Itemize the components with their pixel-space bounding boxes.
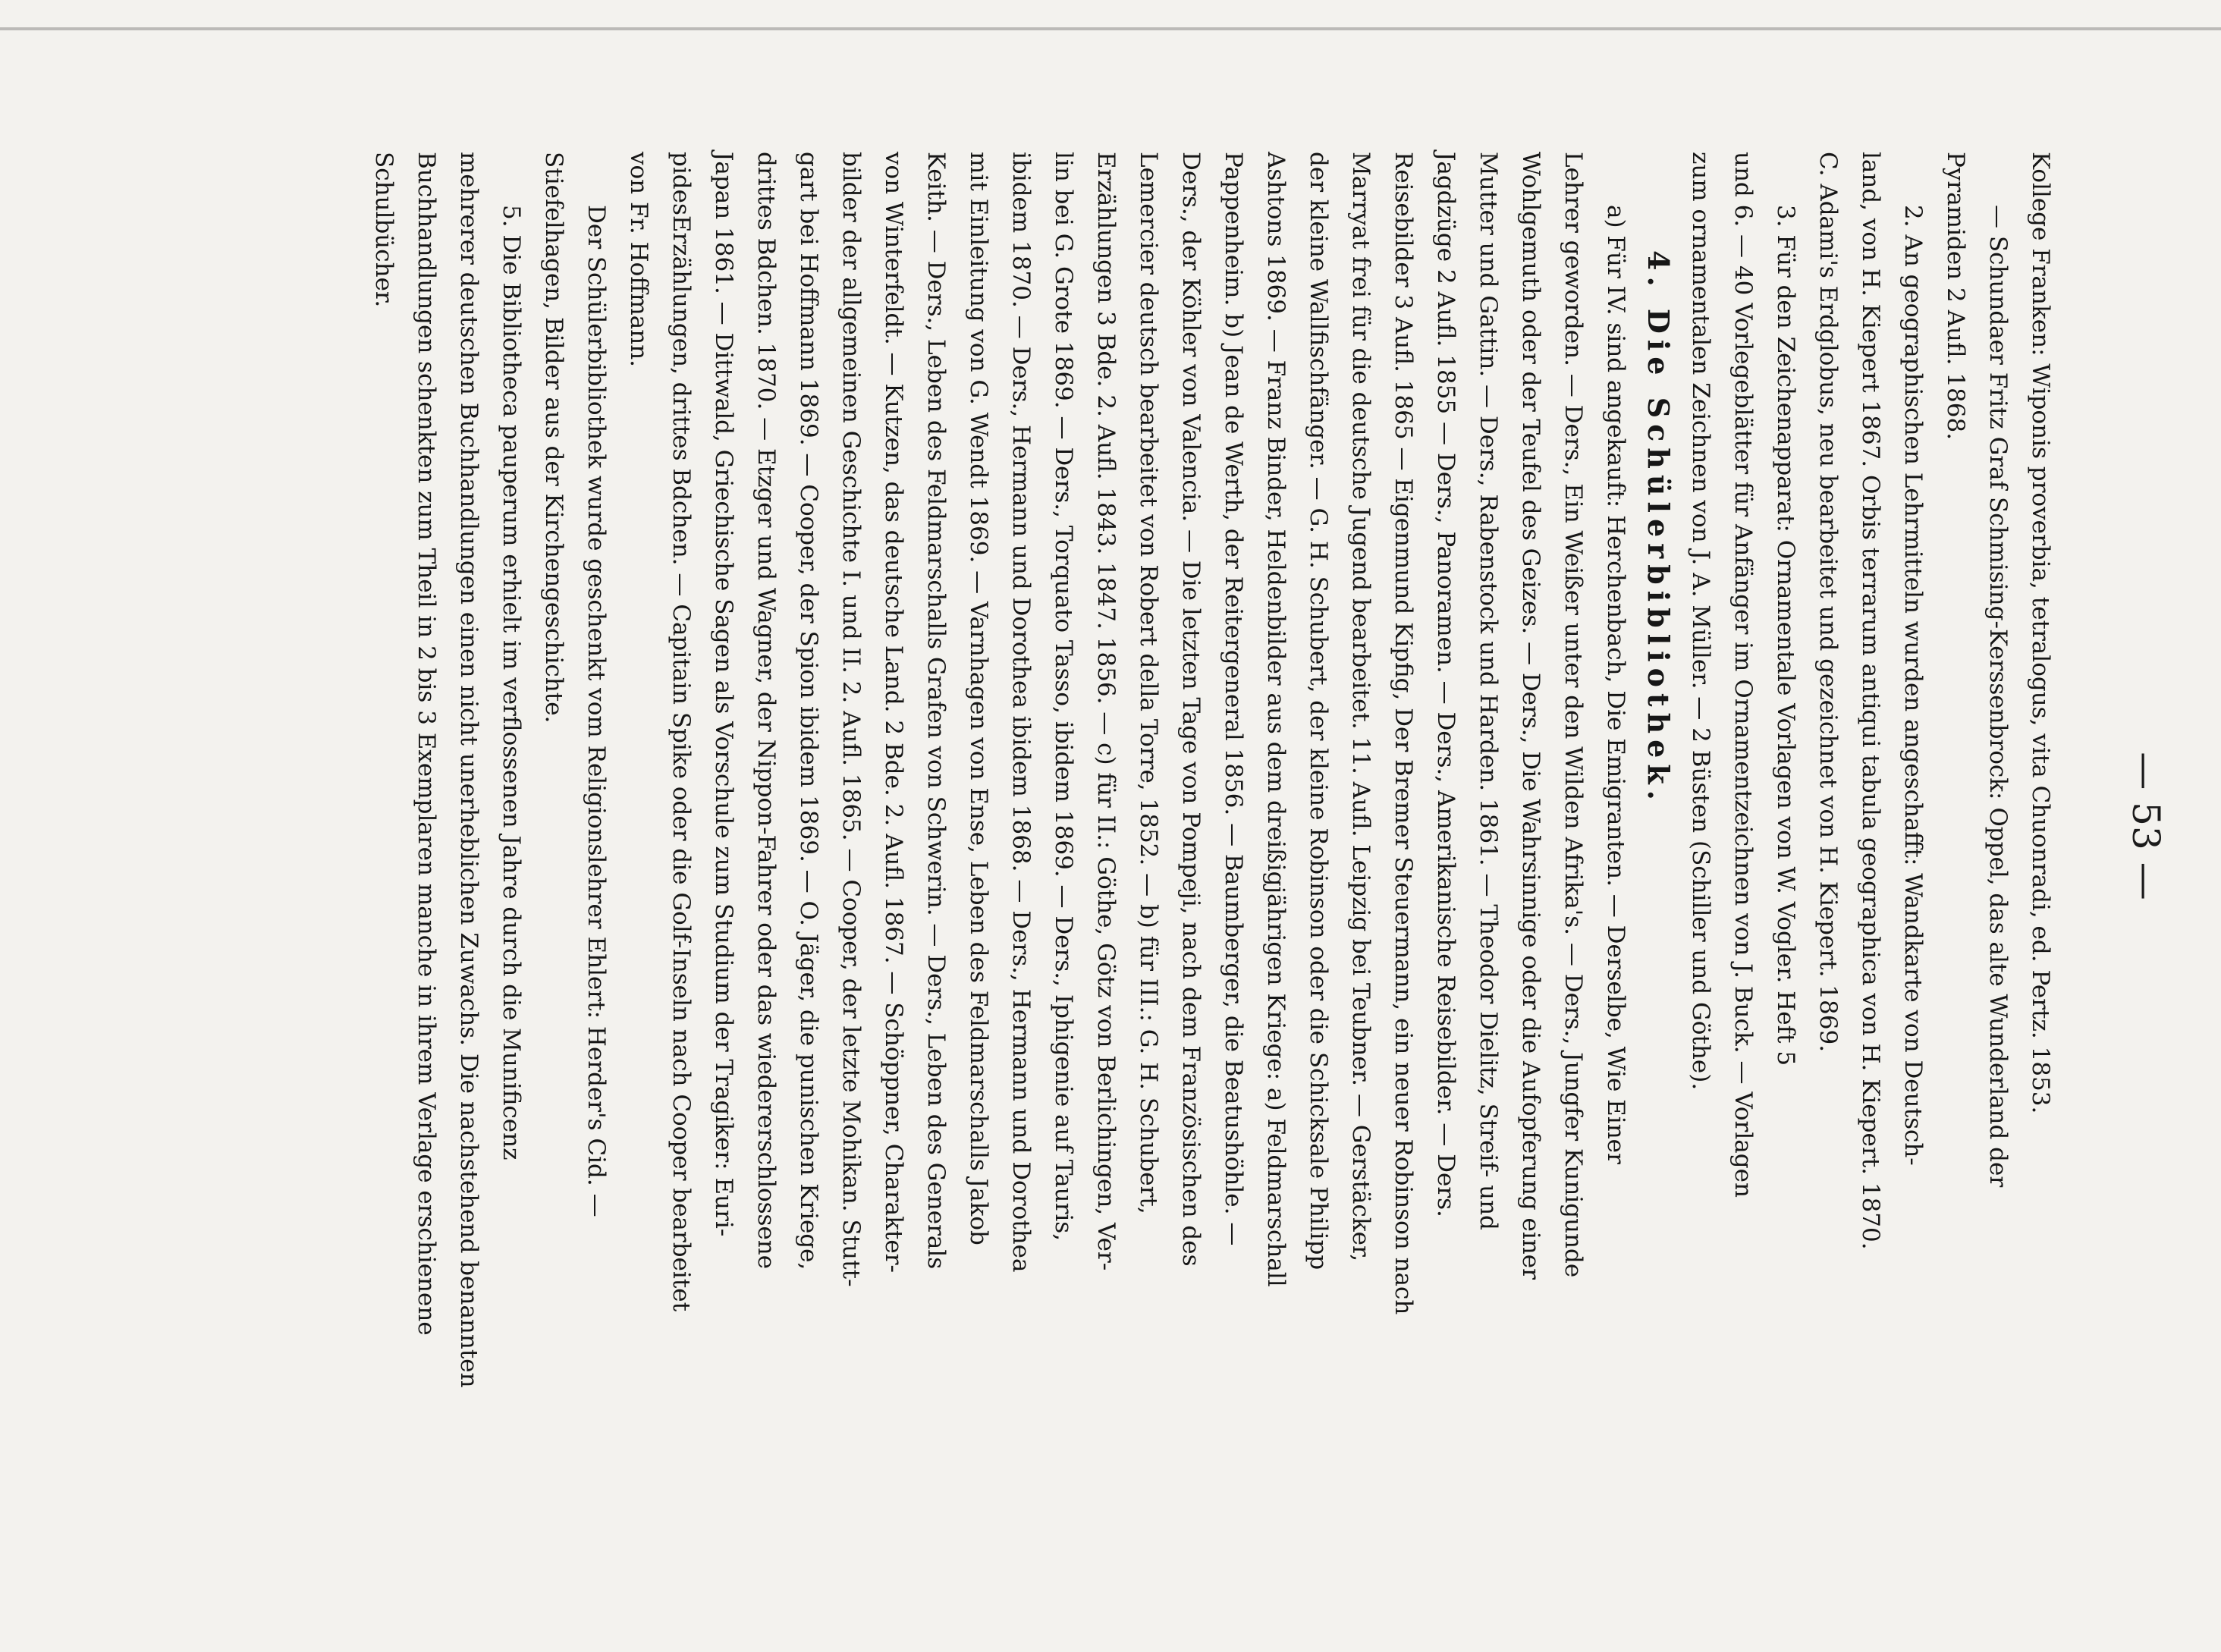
text-line: Mutter und Gattin. — Ders., Rabenstock und Harden. 1861. — Theodor Dielitz, Streif- und [1475,152,1502,1230]
text-line: von Winterfeldt. — Kutzen, das deutsche Land. 2 Bde. 2. Aufl. 1867. — Schöppner, Charakter- [880,152,907,1273]
text-line: zum ornamentalen Zeichnen von J. A. Müller. — 2 Büsten (Schiller und Göthe). [1687,152,1714,1091]
text-line: land, von H. Kiepert 1867. Orbis terrarum antiqui tabula geographica von H. Kiepert. 1870. [1857,152,1884,1250]
text-line: Stiefelhagen, Bilder aus der Kirchengeschichte. [540,152,567,724]
text-line: 5. Die Bibliotheca pauperum erhielt im verflossenen Jahre durch die Munificenz [498,205,525,1160]
text-line: von Fr. Hoffmann. [625,152,652,368]
text-line: 2. An geographischen Lehrmitteln wurden angeschafft: Wandkarte von Deutsch- [1899,205,1927,1166]
text-line: Kollege Franken: Wiponis proverbia, tetralogus, vita Chuonradi, ed. Pertz. 1853. [2027,152,2054,1114]
text-line: Marryat frei für die deutsche Jugend bearbeitet. 11. Aufl. Leipzig bei Teubner. — Gerstäcker, [1347,152,1374,1262]
text-line: Reisebilder 3 Aufl. 1865 — Eigenmund Kipfig, Der Bremer Steuermann, ein neuer Robinson nach [1390,152,1417,1315]
text-line: Pappenheim. b) Jean de Werth, der Reitergeneral 1856. — Baumberger, die Beatushöhle. — [1220,152,1247,1246]
text-line: Japan 1861. — Dittwald, Griechische Sagen als Vorschule zum Studium der Tragiker: Euri- [710,152,737,1237]
text-line: Erzählungen 3 Bde. 2. Aufl. 1843. 1847. 1856. — c) für II.: Göthe, Götz von Berlichingen, Ver- [1092,152,1120,1271]
text-line: Keith. — Ders., Leben des Feldmarschalls Grafen von Schwerin. — Ders., Leben des Generals [922,152,950,1270]
text-line: Wohlgemuth oder der Teufel des Geizes. — Ders., Die Wahrsinnige oder die Aufopferung einer [1517,152,1544,1280]
text-line: pidesErzählungen, drittes Bdchen. — Capitain Spike oder die Golf-Inseln nach Cooper bearbeitet [668,152,695,1312]
text-line: ibidem 1870. — Ders., Hermann und Dorothea ibidem 1868. — Ders., Hermann und Dorothea [1007,152,1035,1273]
page-number: — 53 — [2124,752,2168,900]
text-line: und 6. — 40 Vorlegeblätter für Anfänger im Ornamentzeichnen von J. Buck. — Vorlagen [1729,152,1757,1198]
document-body [363,152,2062,1509]
section-heading: 4. Die Schülerbibliothek. [1641,250,1676,806]
text-line: drittes Bdchen. 1870. — Etzger und Wagner, der Nippon-Fahrer oder das wiedererschlossene [752,152,780,1270]
text-line: Jagdzüge 2 Aufl. 1855 — Ders., Panoramen. — Ders., Amerikanische Reisebilder. — Ders. [1432,152,1459,1217]
text-line: Schulbücher. [370,152,397,308]
text-line: Der Schülerbibliothek wurde geschenkt vom Religionslehrer Ehlert: Herder's Cid. — [583,205,610,1217]
text-line: der kleine Wallfischfänger. — G. H. Schubert, der kleine Robinson oder die Schicksale Philipp [1305,152,1332,1270]
text-line: bilder der allgemeinen Geschichte I. und II. 2. Aufl. 1865. — Cooper, der letzte Mohikan. Stutt- [837,152,865,1287]
text-line: gart bei Hoffmann 1869. — Cooper, der Spion ibidem 1869. — O. Jäger, die punischen Kriege, [795,152,822,1270]
text-line: Ders., der Köhler von Valencia. — Die letzten Tage von Pompeji, nach dem Französischen des [1177,152,1205,1267]
text-line: Pyramiden 2 Aufl. 1868. [1942,152,1969,441]
text-line: C. Adami's Erdglobus, neu bearbeitet und gezeichnet von H. Kiepert. 1869. [1814,152,1842,1053]
text-line: — Schundaer Fritz Graf Schmising-Kerssenbrock: Oppel, das alte Wunderland der [1984,205,2012,1188]
text-line: mit Einleitung von G. Wendt 1869. — Varnhagen von Ense, Leben des Feldmarschalls Jakob [965,152,992,1245]
text-line: Lehrer geworden. — Ders., Ein Weißer unter den Wilden Afrika's. — Ders., Jungfer Kunigunde [1560,152,1587,1278]
text-line: Lemercier deutsch bearbeitet von Robert della Torre, 1852. — b) für III.: G. H. Schubert, [1135,152,1162,1214]
text-line: lin bei G. Grote 1869. — Ders., Torquato Tasso, ibidem 1869. — Ders., Iphigenie auf Tauris, [1050,152,1077,1242]
text-line: Ashtons 1869. — Franz Binder, Heldenbilder aus dem dreißigjährigen Kriege: a) Feldmarschall [1262,152,1290,1287]
text-line: Buchhandlungen schenkten zum Theil in 2 bis 3 Exemplaren manche in ihrem Verlage erschienene [413,152,440,1336]
text-line: 3. Für den Zeichenapparat: Ornamentale Vorlagen von W. Vogler. Heft 5 [1772,205,1799,1066]
text-line: mehrerer deutschen Buchhandlungen einen nicht unerheblichen Zuwachs. Die nachstehend benannten [455,152,482,1388]
text-line: a) Für IV. sind angekauft: Herchenbach, Die Emigranten. — Derselbe, Wie Einer [1602,205,1629,1164]
